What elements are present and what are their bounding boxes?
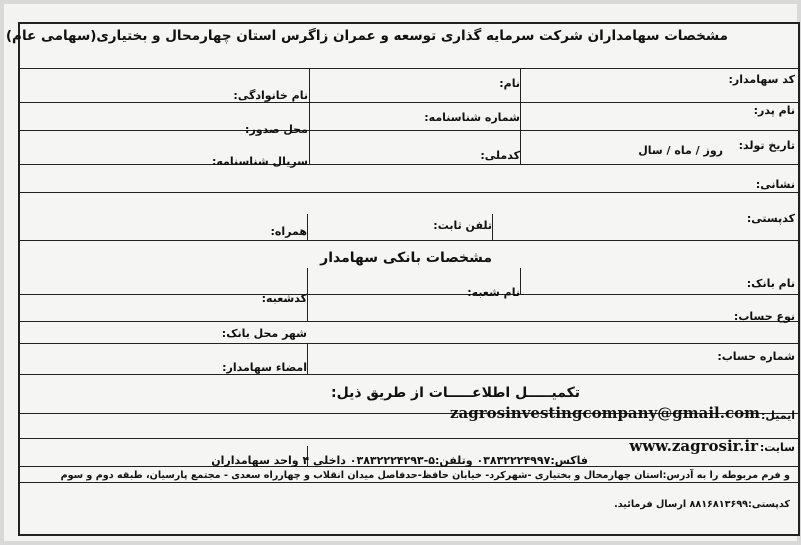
bank-section-heading: مشخصات بانکی سهامدار (320, 250, 492, 266)
mobile-label: همراه: (270, 225, 307, 238)
father-name-label: نام پدر: (753, 104, 795, 117)
email-label: ایمیل: (761, 409, 795, 422)
birth-date-label: تاریخ تولد: (738, 139, 795, 152)
row-divider (20, 192, 798, 193)
row-divider (20, 102, 798, 103)
postal-code-label: کدپستی: (746, 212, 795, 225)
branch-code-label: کدشعبه: (261, 292, 307, 305)
birth-date-format: روز / ماه / سال (638, 144, 723, 157)
row-divider (20, 130, 798, 131)
row-divider (20, 68, 798, 69)
row-divider (20, 321, 798, 322)
footer-postal: کدپستی:۸۸۱۶۸۱۳۶۹۹ ارسال فرمائید. (614, 499, 790, 510)
scanned-page (4, 4, 797, 541)
row-divider (20, 294, 798, 295)
row-divider (20, 164, 798, 165)
site-value: www.zagrosir.ir (629, 437, 758, 455)
column-divider (492, 214, 493, 240)
column-divider (307, 268, 308, 321)
id-serial-label: سریال شناسنامه: (211, 155, 308, 168)
contact-info: فاکس:۰۳۸۳۲۲۲۴۹۹۷ وتلفن:۵-۰۳۸۳۲۲۲۴۲۹۳ داخلی ۴ واحد سهامداران (211, 454, 588, 467)
last-name-label: نام خانوادگی: (233, 89, 308, 102)
address-label: نشانی: (755, 178, 795, 191)
row-divider (20, 240, 798, 241)
id-number-label: شماره شناسنامه: (424, 111, 520, 124)
form-title: مشخصات سهامداران شرکت سرمایه گذاری توسعه و عمران زاگرس استان چهارمحال و بختیاری(سهامی عام) (5, 28, 728, 44)
row-divider (20, 374, 798, 375)
national-code-label: کدملی: (480, 149, 520, 162)
account-number-label: شماره حساب: (717, 350, 795, 363)
branch-name-label: نام شعبه: (467, 286, 520, 299)
site-label: سایت: (759, 441, 795, 454)
bank-city-label: شهر محل بانک: (221, 327, 307, 340)
shareholder-form (5, 22, 800, 536)
issue-place-label: محل صدور: (245, 123, 308, 136)
column-divider (307, 343, 308, 374)
shareholder-code-label: کد سهامدار: (728, 73, 795, 86)
complete-info-heading: تکمیـــــل اطلاعـــــات از طریق ذیل: (330, 385, 580, 401)
row-divider (20, 343, 798, 344)
landline-label: تلفن ثابت: (433, 219, 492, 232)
first-name-label: نام: (499, 77, 520, 90)
column-divider (307, 214, 308, 240)
column-divider (309, 68, 310, 164)
column-divider (520, 268, 521, 294)
signature-label: امضاء سهامدار: (222, 361, 307, 374)
column-divider (520, 68, 521, 164)
email-value: zagrosinvestingcompany@gmail.com (450, 404, 760, 422)
bank-name-label: نام بانک: (746, 277, 795, 290)
account-type-label: نوع حساب: (733, 310, 795, 323)
footer-address: و فرم مربوطه را به آدرس:استان چهارمحال و بختیاری -شهرکرد- خیابان حافظ-حدفاصل میدان انقلاب و چهارراه سعدی - مجتمع پارسیان، طبقه دوم و سوم (60, 470, 790, 481)
